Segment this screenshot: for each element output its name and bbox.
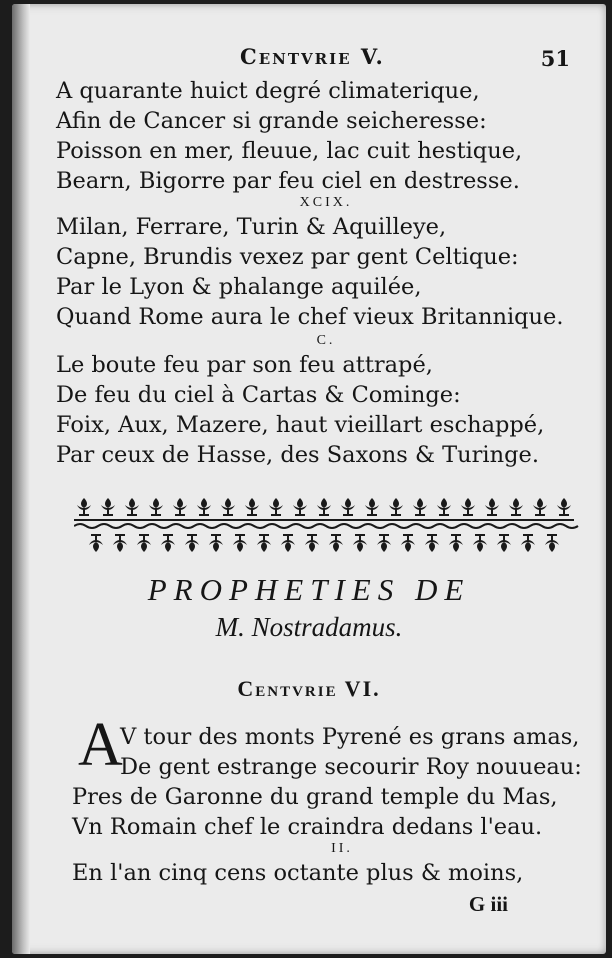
page-number: 51 — [540, 46, 570, 71]
verse-line: Milan, Ferrare, Turin & Aquilleye, — [56, 214, 447, 240]
verse-line: Poisson en mer, fleuue, lac cuit hestique, — [56, 138, 523, 164]
page-spine-shadow — [12, 4, 30, 954]
verse-line: V tour des monts Pyrené es grans amas, — [120, 724, 580, 750]
verse-line: En l'an cinq cens octante plus & moins, — [72, 860, 524, 886]
first-quatrain-opening — [120, 722, 600, 782]
verse-line: Par ceux de Hasse, des Saxons & Turinge. — [56, 442, 539, 468]
verse-line: Capne, Brundis vexez par gent Celtique: — [56, 244, 519, 270]
verse-line: Foix, Aux, Mazere, haut vieillart eschappé, — [56, 412, 545, 438]
verse-line: De feu du ciel à Cartas & Cominge: — [56, 382, 461, 408]
drop-capital: A — [78, 711, 123, 779]
verse-line: Vn Romain chef le craindra dedans l'eau. — [72, 814, 543, 840]
verse-line: Pres de Garonne du grand temple du Mas, — [72, 784, 558, 810]
verse-line: Bearn, Bigorre par feu ciel en destresse. — [56, 168, 520, 194]
first-quatrain-closing — [72, 782, 606, 842]
running-title: Centvrie V. — [240, 44, 385, 69]
quatrain-number: XCIX. — [299, 195, 353, 210]
verse-line: Par le Lyon & phalange aquilée, — [56, 274, 422, 300]
quatrain-100 — [56, 332, 596, 470]
quatrain-99 — [56, 194, 596, 332]
running-head — [12, 44, 606, 74]
quatrain-number: II. — [331, 841, 353, 856]
fleuron-ornament-band — [74, 496, 586, 556]
section-author: M. Nostradamus. — [215, 612, 403, 642]
section-title: PROPHETIES DE — [147, 572, 471, 607]
verse-line: Afin de Cancer si grande seicheresse: — [56, 108, 487, 134]
quatrain-end-block — [56, 76, 596, 196]
verse-line: Le boute feu par son feu attrapé, — [56, 352, 433, 378]
verse-line: A quarante huict degré climaterique, — [56, 78, 480, 104]
signature-mark: G iii — [468, 892, 508, 916]
quatrain-number: C. — [316, 333, 336, 348]
verse-line: De gent estrange secourir Roy nouueau: — [120, 754, 582, 780]
book-page — [12, 4, 606, 954]
second-quatrain — [72, 840, 606, 888]
verse-line: Quand Rome aura le chef vieux Britannique. — [56, 304, 564, 330]
century-heading: Centvrie VI. — [237, 676, 381, 701]
